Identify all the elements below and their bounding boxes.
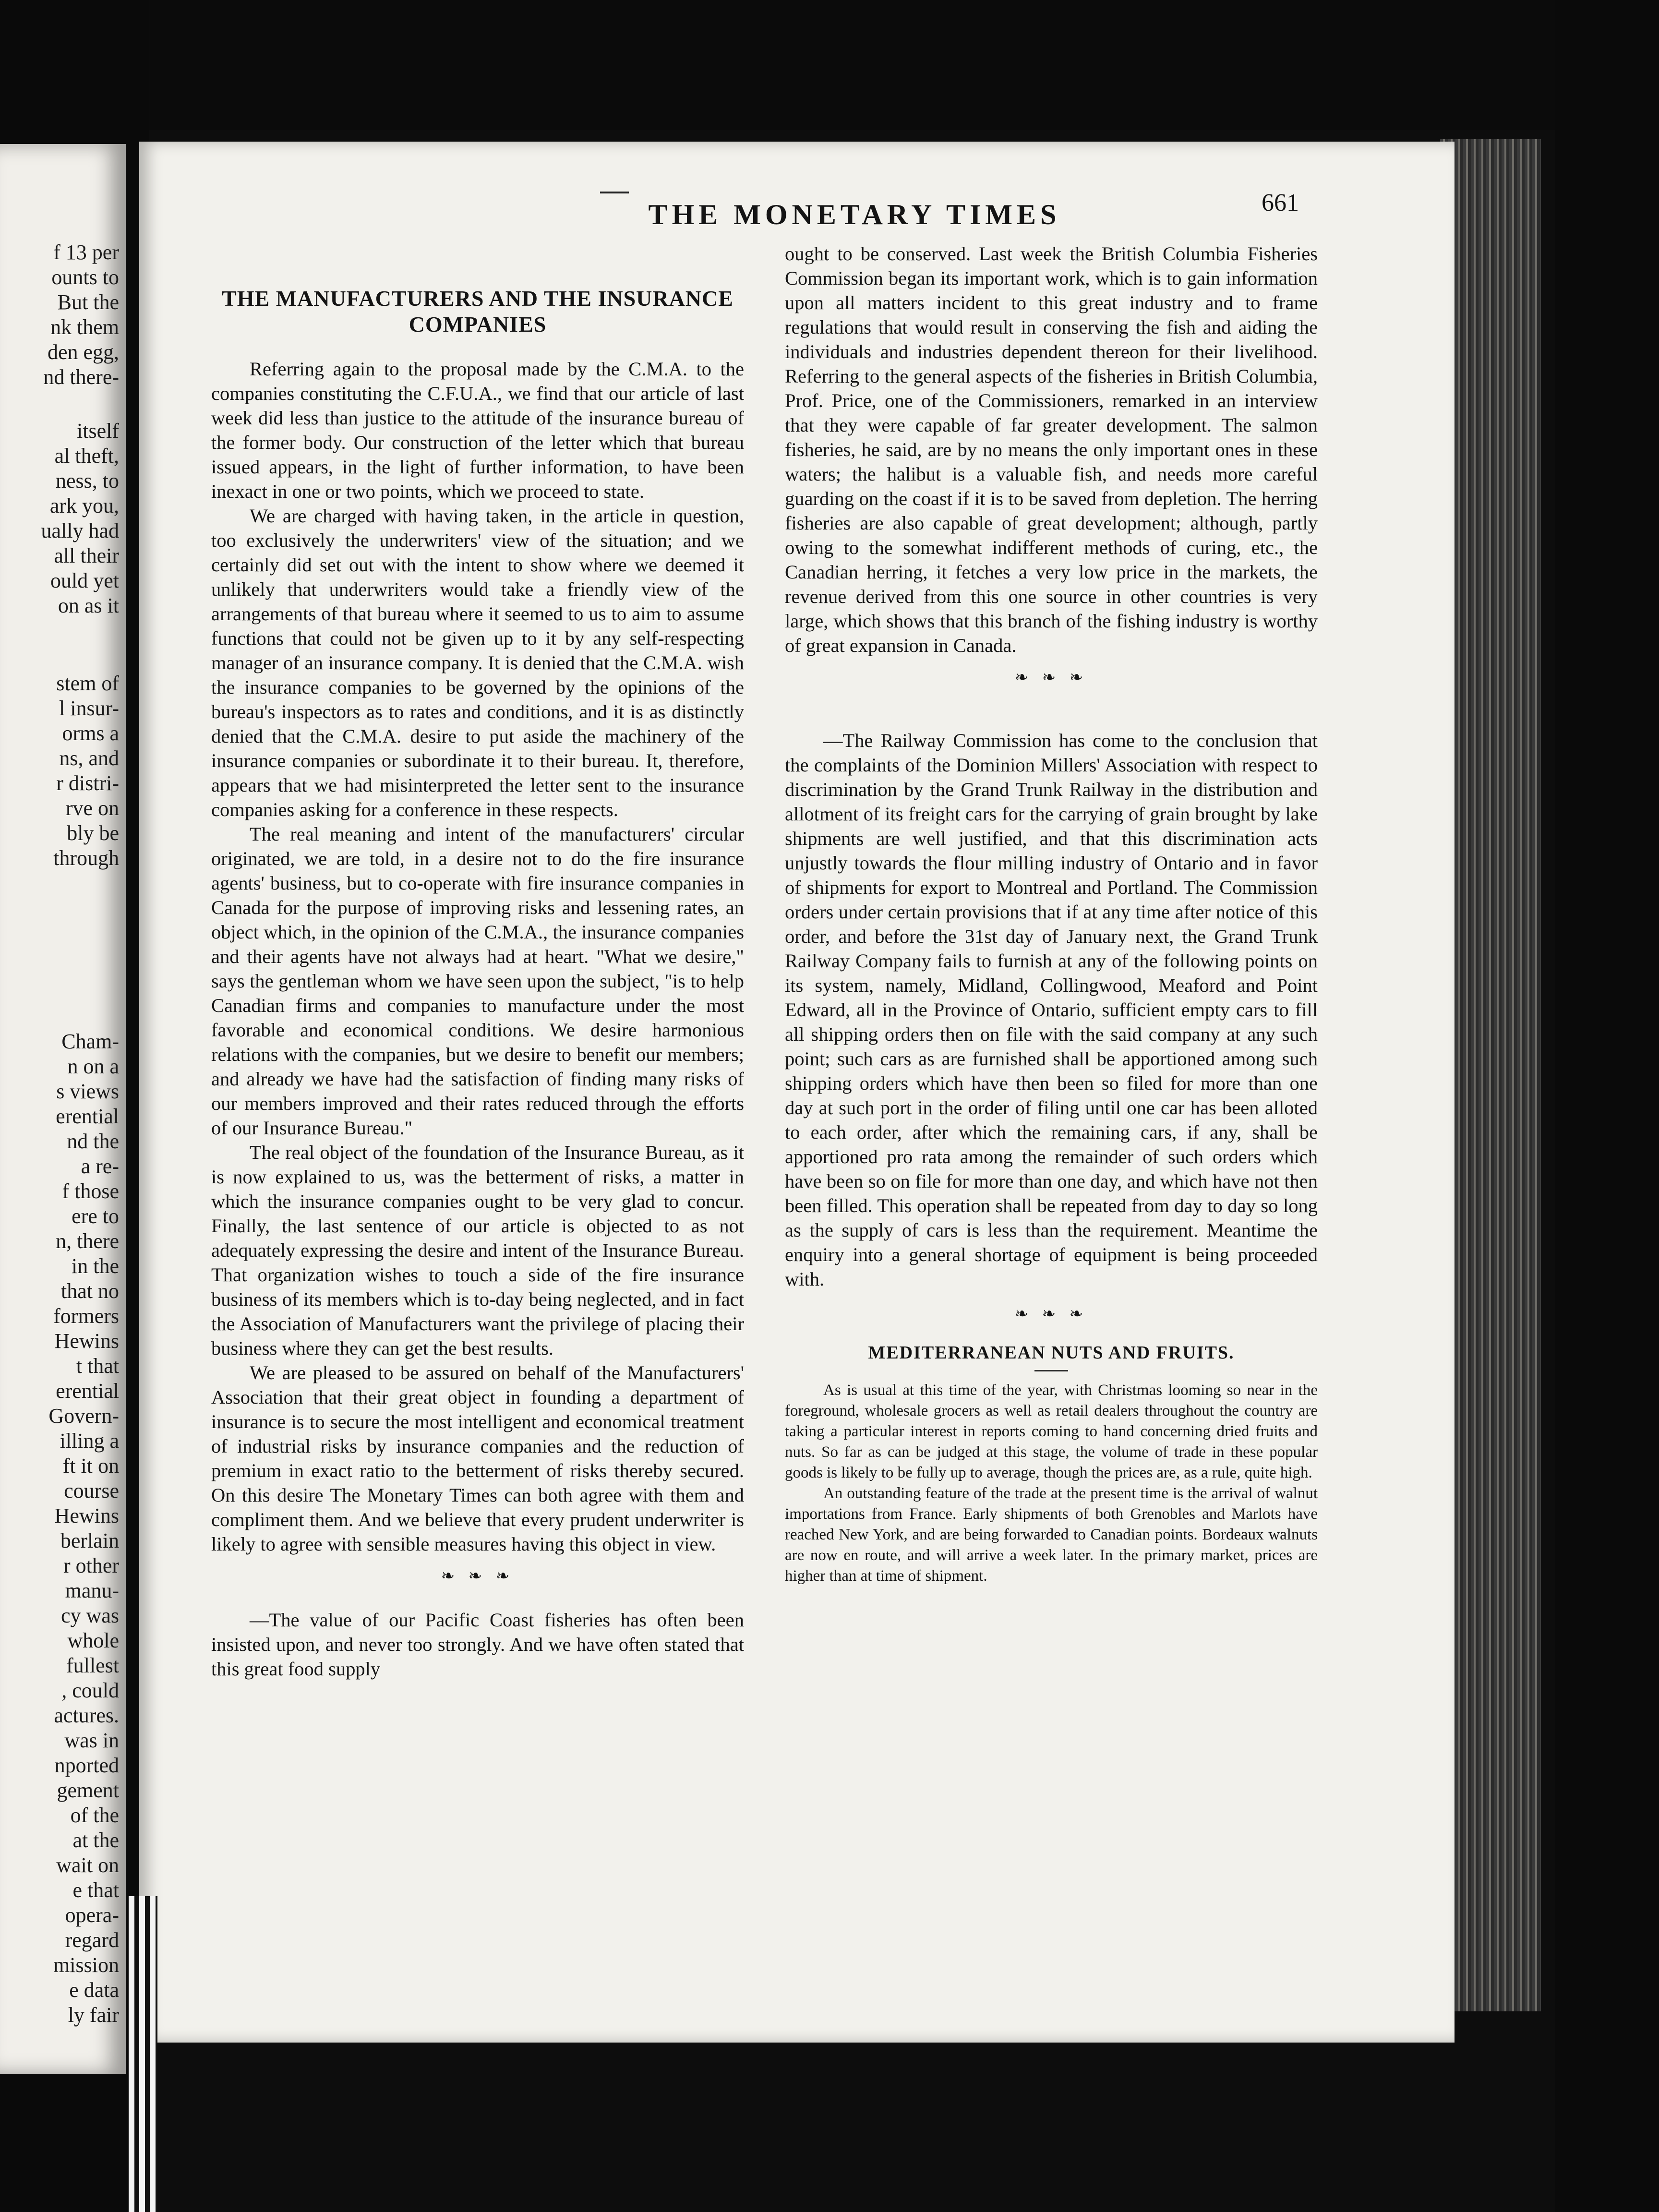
left-page-text-fragment: all their — [54, 544, 119, 567]
nuts-paragraph: An outstanding feature of the trade at the present time is the arrival of walnut importations from France. Early shipments of both Grenobles and Marlots have reached New York, and are being forwarded to Canadian points. Bordeaux walnuts are now en route, and will arrive a week later. In the primary market, prices are higher than at time of shipment. — [785, 1485, 1318, 1585]
left-page-text-fragment: whole — [67, 1629, 119, 1652]
left-page-text-fragment: nd the — [67, 1130, 119, 1153]
left-page-text-fragment: But the — [57, 290, 119, 314]
left-page-text-fragment: t that — [76, 1354, 119, 1378]
left-page-text-fragment: orms a — [62, 721, 119, 745]
left-page-text-fragment: n on a — [67, 1055, 119, 1078]
left-page-text-fragment: den egg, — [47, 340, 119, 364]
running-head: THE MONETARY TIMES — [648, 199, 1061, 230]
left-page-text-fragment: cy was — [61, 1604, 119, 1627]
left-page-text-fragment: l insur- — [59, 697, 119, 720]
left-page-text-fragment: a re- — [81, 1154, 119, 1178]
nuts-paragraph: As is usual at this time of the year, with Christmas looming so near in the foreground, wholesale grocers as well as retail dealers throughout the country are taking a particular interest in reports coming to hand concerning dried fruits and nuts. So far as can be judged at this stage, the volume of trade in these popular goods is likely to be fully up to average, though the prices are, as a rule, quite high. — [785, 1382, 1318, 1481]
left-page-text-fragment: illing a — [60, 1429, 119, 1453]
title-rule — [1034, 1370, 1068, 1371]
left-page-text-fragment: s views — [56, 1080, 119, 1103]
fisheries-paragraph-start: —The value of our Pacific Coast fisheries has often been insisted upon, and never too strongly. And we have often stated that this great food supply — [211, 1609, 744, 1680]
left-page-text-fragment: ually had — [41, 519, 119, 542]
left-page-text-fragment: ould yet — [50, 569, 119, 592]
left-page-text-fragment: bly be — [67, 821, 119, 845]
left-page-text-fragment: e that — [72, 1878, 119, 1902]
column-left — [211, 286, 744, 1681]
left-page-text-fragment: ere to — [72, 1204, 119, 1228]
article-paragraph: The real meaning and intent of the manufacturers' circular originated, we are told, in a desire not to do the fire insurance agents' business, but to co-operate with fire insurance companies in Canada for the purpose of improving risks and lessening rates, an object which, in the opinion of the C.M.A., the insurance companies and their agents have not always had at heart. "What we desire," says the gentleman whom we have seen upon the subject, "is to help Canadian firms and companies to manufacture under the most favorable and economical conditions. We desire harmonious relations with the companies, but we desire to benefit our members; and already we have had the satisfaction of finding many risks of our members improved and their rates reduced through the efforts of our Insurance Bureau." — [211, 823, 744, 1139]
section-ornament: ❧ ❧ ❧ — [441, 1567, 515, 1585]
left-page-text-fragment: erential — [56, 1379, 119, 1403]
film-edge-strip — [129, 1896, 157, 2212]
left-page-text-fragment: nported — [54, 1754, 119, 1777]
left-page-text-fragment: ly fair — [68, 2003, 119, 2027]
left-page-text-fragment: in the — [72, 1254, 119, 1278]
section-ornament: ❧ ❧ ❧ — [1014, 669, 1088, 686]
left-page-text-fragment: manu- — [65, 1579, 119, 1602]
header-rule — [600, 192, 629, 193]
left-page-text-fragment: gement — [57, 1779, 119, 1802]
page-number: 661 — [1262, 189, 1299, 216]
article-paragraph: We are charged with having taken, in the article in question, too exclusively the underwriters' view of the situation; and we certainly did set out with the intent to show where we deemed it unlikely that underwriters would take a friendly view of the arrangements of that bureau where it seemed to us to aim to assume functions that could not be given up to it by any self-respecting manager of an insurance company. It is denied that the C.M.A. wish the insurance companies to be governed by the opinions of the bureau's inspectors as to rates and conditions, and it is as distinctly denied that the C.M.A. desire to put aside the machinery of the insurance companies or subordinate it to their bureau. It, therefore, appears that we had misinterpreted the letter sent to the insurance companies asking for a conference in these respects. — [211, 505, 744, 820]
left-page-text-fragment: n, there — [56, 1229, 119, 1253]
left-page-text-fragment: Cham- — [61, 1030, 119, 1053]
left-page-text-fragment: berlain — [60, 1529, 119, 1552]
article-paragraph: The real object of the foundation of the Insurance Bureau, as it is now explained to us, was the betterment of risks, a matter in which the insurance companies ought to be very glad to concur. Finally, the last sentence of our article is objected to as not adequately expressing the desire and intent of the Insurance Bureau. That organization wishes to touch a side of the fire insurance business of its members which is to-day being neglected, and in fact the Association of Manufacturers want the privilege of placing their business where they can get the best results. — [211, 1142, 744, 1359]
left-page-text-fragment: f 13 per — [53, 240, 119, 264]
film-border-top — [0, 0, 1659, 130]
left-page-text-fragment: actures. — [54, 1704, 119, 1727]
left-page-text-fragment: , could — [61, 1679, 119, 1702]
left-page-text-fragment: stem of — [56, 672, 119, 695]
left-page-text-fragment: on as it — [58, 594, 119, 617]
article-paragraph: We are pleased to be assured on behalf of the Manufacturers' Association that their great object in founding a department of insurance is to secure the most intelligent and economical treatment of industrial risks by insurance companies and the reduction of premium in exact ratio to the betterment of risks thereby secured. On this desire The Monetary Times can both agree with them and compliment them. And we believe that every prudent underwriter is likely to agree with sensible measures having this object in view. — [211, 1362, 744, 1555]
left-page-text-fragment: rve on — [65, 796, 119, 820]
left-page-text-fragment: al theft, — [54, 444, 119, 468]
left-page-text-fragment: ft it on — [62, 1454, 119, 1478]
left-page-text-fragment: ark you, — [49, 494, 119, 517]
left-page-text-fragment: opera- — [65, 1903, 119, 1927]
left-page-text-fragment: r distri- — [56, 771, 119, 795]
left-page-text-fragment: at the — [72, 1828, 119, 1852]
left-page-text-fragment: erential — [56, 1105, 119, 1128]
left-page-text-fragment: ns, and — [59, 746, 119, 770]
railway-paragraph: —The Railway Commission has come to the conclusion that the complaints of the Dominion Millers' Association with respect to discrimination by the Grand Trunk Railway in the distribution and allotment of its freight cars for the carrying of grain brought by lake shipments are well justified, and that this discrimination acts unjustly towards the flour milling industry of Ontario and in favor of shipments for export to Montreal and Portland. The Commission orders under certain provisions that if at any time after notice of this order, and before the 31st day of January next, the Grand Trunk Railway Company fails to furnish at any of the following points on its system, namely, Midland, Collingwood, Meaford and Point Edward, all in the Province of Ontario, sufficient empty cars to fill all shipping orders then on file with the said company at any such point; such cars as are furnished shall be apportioned among such shipping orders which have then been so filed for more than one day at such port in the order of filing until one car has been alloted to each order, after which the remaining cars, if any, shall be apportioned pro rata among the remainder of such orders which have been so on file for more than one day, and which have not then been filled. This operation shall be repeated from day to day so long as the supply of cars is less than the requirement. Meantime the enquiry into a general shortage of equipment is being proceeded with. — [785, 730, 1318, 1290]
left-page-text-fragment: course — [64, 1479, 119, 1503]
article-title: THE MANUFACTURERS AND THE INSURANCE COMPANIES — [222, 286, 733, 337]
left-page-text-fragment: Hewins — [54, 1329, 119, 1353]
section-ornament: ❧ ❧ ❧ — [1014, 1305, 1088, 1323]
left-page-text-fragment: was in — [64, 1729, 119, 1752]
left-page-text-fragment: r other — [63, 1554, 119, 1577]
main-page — [139, 142, 1455, 2043]
book-page-edges — [1440, 139, 1541, 2011]
left-page-text-fragment: Hewins — [54, 1504, 119, 1527]
left-page-text-fragment: e data — [69, 1978, 119, 2002]
column-right — [785, 241, 1318, 1587]
left-facing-page — [0, 144, 126, 2074]
film-border-right — [1555, 0, 1659, 2212]
left-page-text-fragment: fullest — [66, 1654, 119, 1677]
left-page-text-fragment: wait on — [56, 1853, 119, 1877]
left-page-text-fragment: mission — [53, 1953, 119, 1977]
left-page-text-fragment: nk them — [50, 315, 119, 339]
left-page-text-fragment: Govern- — [48, 1404, 119, 1428]
left-page-text-fragment: itself — [77, 419, 119, 443]
left-page-text-fragment: through — [53, 846, 119, 870]
fisheries-paragraph-continued: ought to be conserved. Last week the British Columbia Fisheries Commission began its important work, which is to gain information upon all matters incident to this great industry and to frame regulations that would result in conserving the fish and aiding the individuals and industries dependent thereon for their livelihood. Referring to the general aspects of the fisheries in British Columbia, Prof. Price, one of the Commissioners, remarked in an interview that they were capable of far greater development. The salmon fisheries, he said, are by no means the only important ones in these waters; the halibut is a valuable fish, and needs more careful guarding on the coast if it is to be saved from depletion. The herring fisheries are also capable of great development; although, partly owing to the somewhat indifferent methods of curing, etc., the Canadian herring, it fetches a very low price in the markets, the revenue derived from this one source in other countries is very large, which shows that this branch of the fishing industry is worthy of great expansion in Canada. — [785, 243, 1318, 656]
left-page-text-fragment: that no — [61, 1279, 119, 1303]
left-page-text-fragment: regard — [65, 1928, 119, 1952]
article-paragraph: Referring again to the proposal made by the C.M.A. to the companies constituting the C.F.U.A., we find that our article of last week did less than justice to the attitude of the insurance bureau of the former body. Our construction of the letter which that bureau issued appears, in the light of further information, to have been inexact in one or two points, which we proceed to state. — [211, 358, 744, 502]
left-page-text-fragment: nd there- — [43, 365, 119, 389]
left-page-text-fragment: ounts to — [51, 265, 119, 289]
left-page-text-fragment: formers — [53, 1304, 119, 1328]
left-page-text-fragment: ness, to — [56, 469, 119, 493]
left-page-text-fragment: of the — [70, 1803, 119, 1827]
nuts-title: MEDITERRANEAN NUTS AND FRUITS. — [868, 1343, 1235, 1363]
left-page-text-fragment: f those — [62, 1179, 119, 1203]
